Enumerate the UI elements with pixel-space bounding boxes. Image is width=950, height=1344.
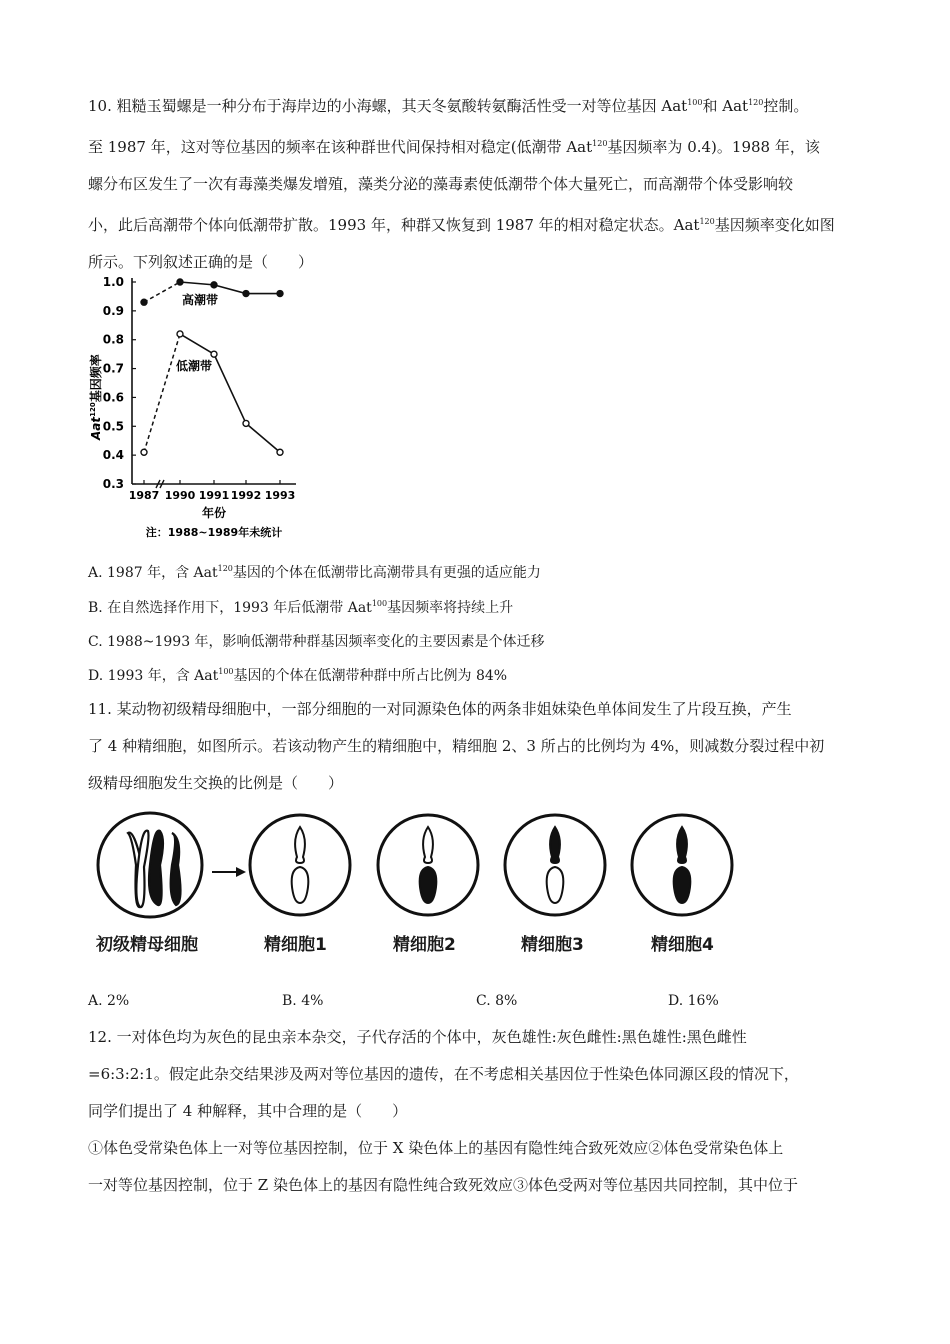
q10-line-3: 螺分布区发生了一次有毒藻类爆发增殖，藻类分泌的藻毒素使低潮带个体大量死亡，而高潮带个体受影响较: [88, 175, 794, 193]
q11-option-a[interactable]: A. 2%: [88, 993, 130, 1009]
label-sperm-3: 精细胞3: [521, 935, 584, 955]
chromosome-black: [674, 827, 691, 903]
q12-line-3: 同学们提出了 4 种解释，其中合理的是（ ）: [88, 1102, 408, 1120]
q10-option-c[interactable]: C. 1988~1993 年，影响低潮带种群基因频率变化的主要因素是个体迁移: [88, 634, 545, 650]
q11-line-2: 了 4 种精细胞，如图所示。若该动物产生的精细胞中，精细胞 2、3 所占的比例均为 4%，则减数分裂过程中初: [88, 737, 825, 755]
x-tick-label: 1987: [128, 489, 160, 502]
label-primary-spermatocyte: 初级精母细胞: [96, 935, 198, 955]
data-point: [211, 351, 217, 357]
series-line: [180, 334, 280, 452]
label-sperm-2: 精细胞2: [393, 935, 456, 955]
q10-option-b[interactable]: B. 在自然选择作用下，1993 年后低潮带 Aat$^{100}$基因频率将持续上升: [88, 599, 514, 616]
x-tick-label: 1990: [164, 489, 196, 502]
data-point: [243, 420, 249, 426]
q10-line-1: 10. 粗糙玉蜀螺是一种分布于海岸边的小海螺，其天冬氨酸转氨酶活性受一对等位基因 Aat$^{100}$和 Aat$^{120}$控制。: [88, 97, 809, 115]
q10-line-4: 小，此后高潮带个体向低潮带扩散。1993 年，种群又恢复到 1987 年的相对稳定状态。Aat$^{120}$基因频率变化如图: [88, 216, 835, 234]
question-10: [88, 84, 878, 281]
y-axis-label: Aat$^{120}$基因频率: [89, 354, 103, 440]
arrow-right-icon: [212, 867, 246, 877]
label-sperm-4: 精细胞4: [651, 935, 714, 955]
data-point: [177, 331, 183, 337]
x-tick-label: 1992: [230, 489, 262, 502]
allele-frequency-chart: [84, 270, 314, 545]
data-point: [277, 291, 283, 297]
label-sperm-1: 精细胞1: [264, 935, 327, 955]
series-label: 低潮带: [175, 359, 213, 373]
data-point: [177, 279, 183, 285]
data-point: [141, 299, 147, 305]
x-tick-label: 1991: [198, 489, 230, 502]
x-axis-label: 年份: [201, 506, 227, 520]
data-point: [141, 449, 147, 455]
series-dashed-segment: [144, 334, 180, 452]
q10-option-a[interactable]: A. 1987 年，含 Aat$^{120}$基因的个体在低潮带比高潮带具有更强的适应能力: [88, 564, 541, 581]
q11-line-3: 级精母细胞发生交换的比例是（ ）: [88, 774, 344, 792]
question-12: [88, 1019, 878, 1204]
chromosome-top-black: [550, 827, 560, 863]
q12-line-5: 一对等位基因控制，位于 Z 染色体上的基因有隐性纯合致死效应③体色受两对等位基因共同控制，其中位于: [88, 1176, 798, 1194]
data-point: [277, 449, 283, 455]
crossover-cell-diagram: [90, 805, 750, 925]
chromosome-top-white: [423, 827, 433, 863]
y-tick-label: 1.0: [102, 275, 124, 289]
y-tick-label: 0.9: [102, 303, 124, 318]
y-tick-label: 0.5: [102, 419, 124, 434]
q10-option-d[interactable]: D. 1993 年，含 Aat$^{100}$基因的个体在低潮带种群中所占比例为 84%: [88, 667, 508, 684]
question-11: [88, 691, 878, 802]
q11-option-c[interactable]: C. 8%: [476, 993, 518, 1009]
series-label: 高潮带: [181, 293, 219, 307]
chart-note: 注：1988~1989年未统计: [145, 526, 283, 539]
series-line: [180, 282, 280, 294]
y-tick-label: 0.3: [102, 477, 124, 491]
q12-line-2: =6:3:2:1。假定此杂交结果涉及两对等位基因的遗传，在不考虑相关基因位于性染色体同源区段的情况下，: [88, 1065, 799, 1083]
y-tick-label: 0.6: [102, 390, 124, 405]
q12-line-4: ①体色受常染色体上一对等位基因控制，位于 X 染色体上的基因有隐性纯合致死效应②体色受常染色体上: [88, 1139, 784, 1157]
q11-line-1: 11. 某动物初级精母细胞中，一部分细胞的一对同源染色体的两条非姐妹染色单体间发生了片段互换，产生: [88, 700, 792, 718]
y-tick-label: 0.4: [102, 448, 124, 463]
q11-option-b[interactable]: B. 4%: [282, 993, 324, 1009]
series-dashed-segment: [144, 282, 180, 302]
chromosome-bottom-white: [547, 867, 564, 903]
data-point: [211, 282, 217, 288]
chromosome-bottom-black: [420, 867, 437, 903]
homologous-chromosome-pair: [128, 831, 181, 907]
q12-line-1: 12. 一对体色均为灰色的昆虫亲本杂交，子代存活的个体中，灰色雄性:灰色雌性:黑色雄性:黑色雌性: [88, 1028, 747, 1046]
y-tick-label: 0.8: [102, 332, 124, 347]
chromosome-white: [292, 827, 309, 903]
x-tick-label: 1993: [264, 489, 296, 502]
q10-line-5: 所示。下列叙述正确的是（ ）: [88, 253, 314, 271]
q10-line-2: 至 1987 年，这对等位基因的频率在该种群世代间保持相对稳定(低潮带 Aat$^{120}$基因频率为 0.4)。1988 年，该: [88, 138, 820, 156]
y-tick-label: 0.7: [102, 361, 124, 376]
q11-option-d[interactable]: D. 16%: [668, 993, 719, 1009]
data-point: [243, 291, 249, 297]
